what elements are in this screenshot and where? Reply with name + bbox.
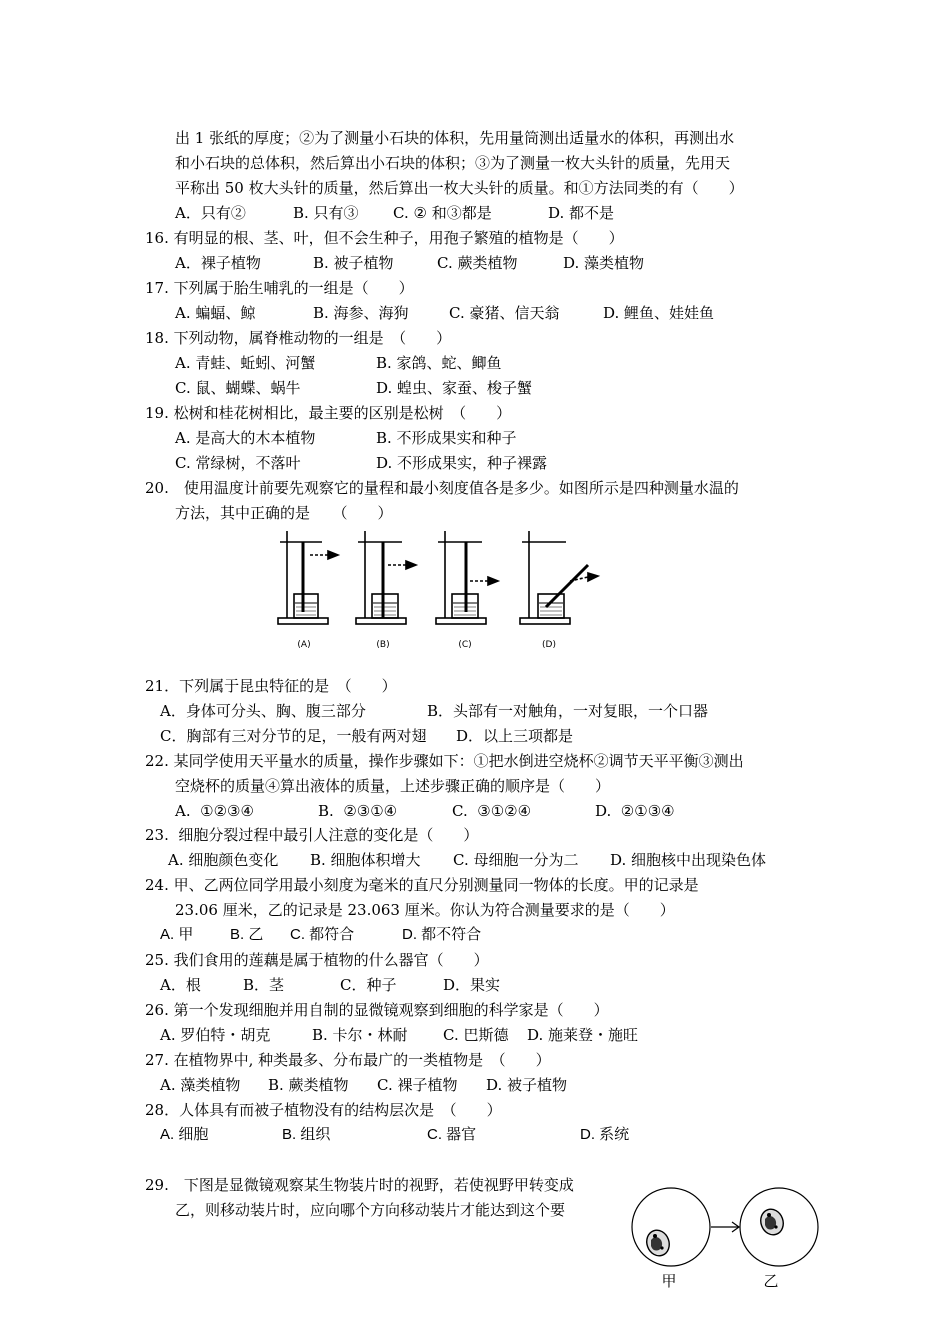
q28-stem: 28．人体具有而被子植物没有的结构层次是 （ ） [145,1101,502,1119]
q18-option-a: A. 青蛙、蚯蚓、河蟹 [175,354,316,372]
q17-option-d: D. 鲤鱼、娃娃鱼 [603,304,715,322]
q26-option-b: B. 卡尔・林耐 [312,1026,408,1044]
q18-option-d: D. 蝗虫、家蚕、梭子蟹 [376,379,533,397]
field-label-jia: 甲 [661,1272,677,1290]
figure-label-a: (A) [297,640,311,650]
q17-option-b: B. 海参、海狗 [313,304,409,322]
figure-label-c: (C) [458,640,472,650]
q27-option-b: B. 蕨类植物 [268,1076,349,1094]
q23-stem: 23. 细胞分裂过程中最引人注意的变化是（ ） [145,826,479,844]
q27-stem: 27. 在植物界中, 种类最多、分布最广的一类植物是 （ ） [145,1051,551,1069]
q24-stem: 24. 甲、乙两位同学用最小刻度为毫米的直尺分别测量同一物体的长度。甲的记录是 [145,876,699,894]
q26-option-a: A. 罗伯特・胡克 [160,1026,271,1044]
figure-label-b: (B) [376,640,390,650]
q17-option-a: A. 蝙蝠、鲸 [175,304,256,322]
q16-option-a: A．裸子植物 [175,254,261,272]
q20-stem-cont: 方法，其中正确的是 （ ） [175,504,393,522]
q29-stem: 29. 下图是显微镜观察某生物装片时的视野，若使视野甲转变成 [145,1176,574,1194]
q28-option-c: C. 器官 [427,1126,477,1143]
figure-d-apparatus [520,531,598,624]
q21-option-b: B．头部有一对触角，一对复眼，一个口器 [427,702,709,720]
microscope-field-figure [625,1170,830,1300]
q28-option-d: D. 系统 [580,1126,630,1143]
q19-stem: 19. 松树和桂花树相比，最主要的区别是松树 （ ） [145,404,512,422]
q21-option-a: A．身体可分头、胸、腹三部分 [160,702,366,720]
q17-stem: 17. 下列属于胎生哺乳的一组是（ ） [145,279,414,297]
q27-option-c: C. 裸子植物 [377,1076,458,1094]
q22-option-b: B. ②③①④ [318,802,398,820]
q25-option-a: A．根 [160,976,201,994]
q15-option-b: B. 只有③ [293,204,359,222]
q19-option-d: D. 不形成果实，种子裸露 [376,454,548,472]
figure-c-apparatus [436,531,498,624]
q23-option-c: C. 母细胞一分为二 [453,851,579,869]
q16-stem: 16. 有明显的根、茎、叶，但不会生种子，用孢子繁殖的植物是（ ） [145,229,624,247]
q16-option-d: D. 藻类植物 [563,254,645,272]
q25-stem: 25. 我们食用的莲藕是属于植物的什么器官（ ） [145,951,489,969]
q19-option-a: A. 是高大的木本植物 [175,429,316,447]
q22-stem-cont: 空烧杯的质量④算出液体的质量，上述步骤正确的顺序是（ ） [175,777,611,795]
q21-stem: 21．下列属于昆虫特征的是 （ ） [145,677,397,695]
q15-option-d: D. 都不是 [548,204,615,222]
q17-option-c: C. 豪猪、信天翁 [449,304,560,322]
q25-option-b: B．茎 [243,976,285,994]
q22-option-d: D. ②①③④ [595,802,675,820]
q29-stem-cont: 乙，则移动装片时，应向哪个方向移动装片才能达到这个要 [175,1201,566,1219]
q22-option-c: C. ③①②④ [452,802,532,820]
q24-option-b: B. 乙 [230,926,264,943]
q26-option-c: C. 巴斯德 [443,1026,509,1044]
q23-option-a: A. 细胞颜色变化 [168,851,279,869]
q24-option-c: C. 都符合 [290,926,355,943]
q20-stem: 20. 使用温度计前要先观察它的量程和最小刻度值各是多少。如图所示是四种测量水温的 [145,479,739,497]
q18-option-b: B. 家鸽、蛇、鲫鱼 [376,354,502,372]
q25-option-c: C．种子 [340,976,397,994]
cell-yi-icon [757,1206,787,1238]
thermometer-figure [270,525,620,655]
q21-option-d: D．以上三项都是 [456,727,574,745]
q19-option-c: C. 常绿树，不落叶 [175,454,301,472]
q24-option-d: D. 都不符合 [402,926,482,943]
q28-option-b: B. 组织 [282,1126,331,1143]
q22-stem: 22. 某同学使用天平量水的质量，操作步骤如下：①把水倒进空烧杯②调节天平平衡③测出 [145,752,744,770]
q15-line-3: 平称出 50 枚大头针的质量，然后算出一枚大头针的质量。和①方法同类的有（ ） [175,179,744,197]
figure-b-apparatus [356,531,416,624]
q26-stem: 26. 第一个发现细胞并用自制的显微镜观察到细胞的科学家是（ ） [145,1001,609,1019]
q28-option-a: A. 细胞 [160,1126,209,1143]
q23-option-d: D. 细胞核中出现染色体 [610,851,767,869]
q27-option-d: D. 被子植物 [486,1076,568,1094]
q22-option-a: A. ①②③④ [175,802,254,820]
cell-jia-icon [643,1227,673,1259]
q15-option-a: A．只有② [175,204,246,222]
field-label-yi: 乙 [763,1272,779,1290]
figure-label-d: (D) [542,640,556,650]
q21-option-c: C．胸部有三对分节的足，一般有两对翅 [160,727,427,745]
q24-option-a: A. 甲 [160,926,194,943]
q24-stem-cont: 23.06 厘米，乙的记录是 23.063 厘米。你认为符合测量要求的是（ ） [175,901,675,919]
q16-option-c: C. 蕨类植物 [437,254,518,272]
q27-option-a: A. 藻类植物 [160,1076,241,1094]
field-jia-circle [632,1188,710,1266]
q26-option-d: D. 施莱登・施旺 [527,1026,639,1044]
q16-option-b: B. 被子植物 [313,254,394,272]
q18-option-c: C. 鼠、蝴蝶、蜗牛 [175,379,301,397]
q18-stem: 18. 下列动物，属脊椎动物的一组是 （ ） [145,329,452,347]
q19-option-b: B. 不形成果实和种子 [376,429,517,447]
q15-option-c: C. ② 和③都是 [393,204,492,222]
q15-line-1: 出 1 张纸的厚度；②为了测量小石块的体积，先用量筒测出适量水的体积，再测出水 [175,129,735,147]
q25-option-d: D．果实 [443,976,501,994]
figure-a-apparatus [278,531,338,624]
q23-option-b: B. 细胞体积增大 [310,851,421,869]
q15-line-2: 和小石块的总体积，然后算出小石块的体积；③为了测量一枚大头针的质量，先用天 [175,154,731,172]
